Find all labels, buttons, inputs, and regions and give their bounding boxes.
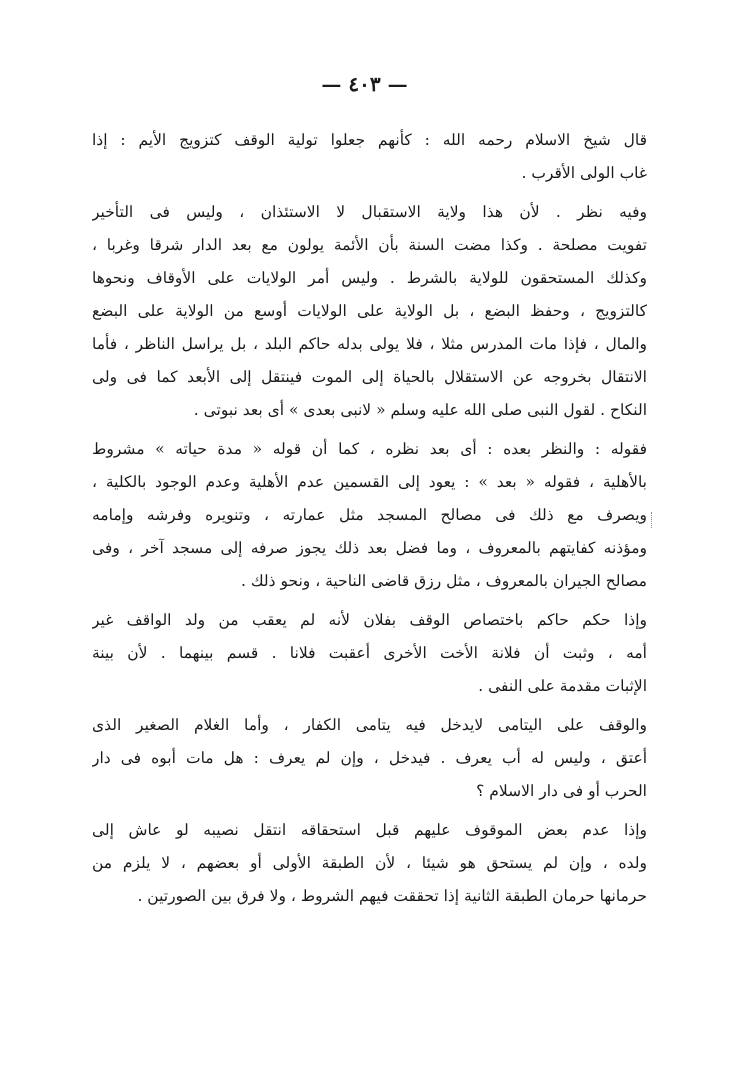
text-line: قال شيخ الاسلام رحمه الله : كأنهم جعلوا تولية الوقف كتزويج الأيم : إذا [92, 131, 647, 149]
text-line: الإثبات مقدمة على النفى . [478, 677, 647, 695]
text-line: كالتزويج ، وحفظ البضع ، بل الولاية على الولايات أوسع من الولاية على البضع [92, 302, 647, 320]
text-line: وإذا حكم حاكم باختصاص الوقف بفلان لأنه لم يعقب من ولد الواقف غير [92, 611, 647, 629]
text-line: حرمانها حرمان الطبقة الثانية إذا تحققت فيهم الشروط ، ولا فرق بين الصورتين . [137, 887, 647, 905]
page-number: — ٤٠٣ — [321, 72, 408, 96]
text-line: أمه ، وثبت أن فلانة الأخت الأخرى أعقبت فلانا . قسم بينهما . لأن بينة [92, 644, 647, 662]
paragraph-1 [92, 124, 647, 190]
paragraph-5 [92, 709, 647, 808]
text-line: والوقف على اليتامى لايدخل فيه يتامى الكفار ، وأما الغلام الصغير الذى [92, 716, 647, 734]
body-text [92, 124, 647, 919]
text-line: الحرب أو فى دار الاسلام ؟ [476, 782, 647, 800]
text-line: ويصرف مع ذلك فى مصالح المسجد مثل عمارته ، وتنويره وفرشه وإمامه [92, 506, 647, 524]
text-line: وفيه نظر . لأن هذا ولاية الاستقبال لا الاستئذان ، وليس فى التأخير [92, 203, 647, 221]
text-line: تفويت مصلحة . وكذا مضت السنة بأن الأئمة يولون مع بعد الدار شرقا وغربا ، [92, 236, 647, 254]
paragraph-6 [92, 814, 647, 913]
text-line: مصالح الجيران بالمعروف ، مثل رزق قاضى الناحية ، ونحو ذلك . [240, 572, 647, 590]
text-line: أعتق ، وليس له أب يعرف . فيدخل ، وإن لم يعرف : هل مات أبوه فى دار [92, 749, 647, 767]
text-line: ولده ، وإن لم يستحق هو شيئا ، لأن الطبقة الأولى أو بعضهم ، لا يلزم من [92, 854, 647, 872]
text-line: وإذا عدم بعض الموقوف عليهم قبل استحقاقه انتقل نصيبه لو عاش إلى [92, 821, 647, 839]
paragraph-3 [92, 433, 647, 598]
text-line: غاب الولى الأقرب . [521, 164, 647, 182]
text-line: النكاح . لقول النبى صلى الله عليه وسلم « لانبى بعدى » أى بعد نبوتى . [193, 401, 647, 419]
text-line: بالأهلية ، فقوله « بعد » : يعود إلى القسمين عدم الأهلية وعدم الوجود بالكلية ، [92, 473, 647, 491]
paragraph-4 [92, 604, 647, 703]
text-line: فقوله : والنظر بعده : أى بعد نظره ، كما أن قوله « مدة حياته » مشروط [92, 440, 647, 458]
margin-mark [651, 512, 654, 528]
text-line: الانتقال بخروجه عن الاستقلال بالحياة إلى الموت فينتقل إلى الأبعد كما فى ولى [92, 368, 647, 386]
text-line: وكذلك المستحقون للولاية بالشرط . وليس أمر الولايات على الأوقاف ونحوها [92, 269, 647, 287]
text-line: ومؤذنه كفايتهم بالمعروف ، وما فضل بعد ذلك يجوز صرفه إلى مسجد آخر ، وفى [92, 539, 647, 557]
paragraph-2 [92, 196, 647, 427]
text-line: والمال ، فإذا مات المدرس مثلا ، فلا يولى بدله حاكم البلد ، بل يراسل الناظر ، فأما [92, 335, 647, 353]
